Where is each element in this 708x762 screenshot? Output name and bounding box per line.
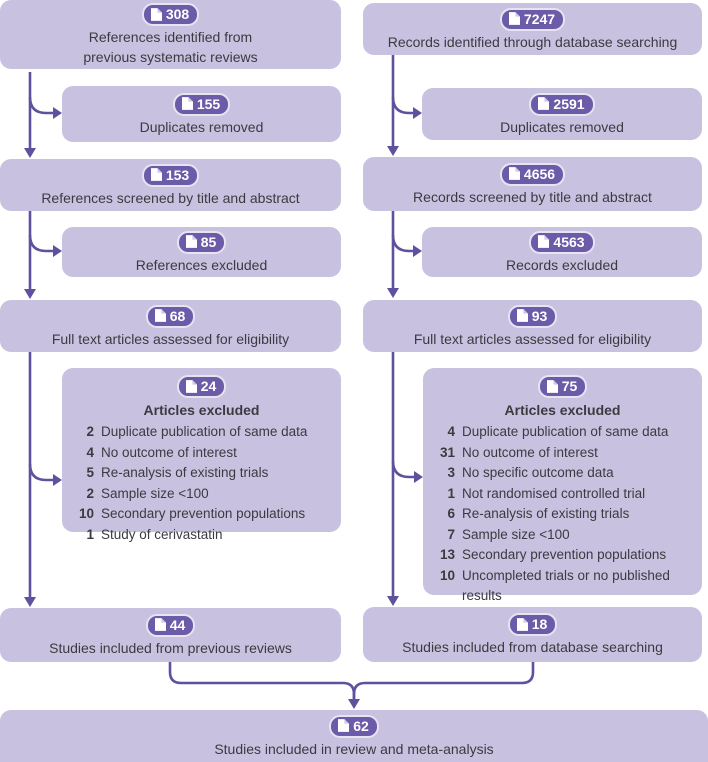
box-articles-excluded-left <box>62 368 341 542</box>
reason-text: Sample size <100 <box>101 485 209 501</box>
reason-count: 4 <box>447 424 455 439</box>
count-badge <box>177 231 227 254</box>
box-label: Full text articles assessed for eligibility <box>51 330 290 347</box>
reason-text: Secondary prevention populations <box>462 547 667 562</box>
box-fulltext-assessed-left <box>0 300 341 352</box>
count-badge <box>146 614 196 637</box>
excluded-reason-list <box>70 422 333 545</box>
box-articles-excluded-right <box>423 368 702 603</box>
count-value: 68 <box>169 307 186 324</box>
count-value: 75 <box>561 378 578 394</box>
box-label: Records identified through database searching <box>387 33 678 50</box>
count-badge <box>173 93 230 116</box>
reason-text: Study of cerivastatin <box>101 526 223 542</box>
excluded-title: Articles excluded <box>143 402 260 418</box>
reason-count: 3 <box>447 465 455 480</box>
count-badge <box>500 8 565 31</box>
box-duplicates-removed-right <box>422 88 702 140</box>
reason-text: No outcome of interest <box>101 444 237 460</box>
document-icon <box>186 235 197 248</box>
document-icon <box>155 618 166 631</box>
count-value: 308 <box>165 6 190 22</box>
count-badge <box>329 715 379 738</box>
count-badge <box>508 305 558 328</box>
reason-count: 2 <box>86 485 94 501</box>
reason-count: 5 <box>86 465 94 480</box>
reason-text: Re-analysis of existing trials <box>101 465 269 480</box>
reason-text: No specific outcome data <box>462 465 614 480</box>
document-icon <box>151 168 162 181</box>
box-label: Full text articles assessed for eligibility <box>413 330 652 347</box>
box-label: Studies included from previous reviews <box>49 639 292 656</box>
count-badge <box>508 613 558 636</box>
box-duplicates-removed-left <box>62 86 341 142</box>
reason-count: 1 <box>447 485 455 501</box>
count-badge <box>529 231 594 254</box>
count-value: 155 <box>196 95 221 112</box>
reason-text: Sample size <100 <box>462 526 570 542</box>
count-badge <box>177 375 227 398</box>
document-icon <box>517 309 528 322</box>
box-label: Records screened by title and abstract <box>413 188 652 205</box>
reason-count: 13 <box>439 547 455 562</box>
box-studies-included-left <box>0 608 341 662</box>
count-value: 24 <box>200 378 217 394</box>
box-references-excluded <box>62 227 341 277</box>
box-label: Duplicates removed <box>500 118 624 135</box>
count-value: 4656 <box>523 165 556 182</box>
count-badge <box>142 164 199 187</box>
box-label: Studies included from database searching <box>402 639 663 655</box>
document-icon <box>509 12 520 25</box>
box-label: References excluded <box>135 256 268 273</box>
box-label: Studies included in review and meta-analysis <box>214 740 494 757</box>
box-label: References screened by title and abstract <box>41 189 300 206</box>
count-value: 18 <box>531 616 548 632</box>
count-value: 2591 <box>553 95 585 112</box>
count-value: 4563 <box>553 233 585 250</box>
reason-text: Duplicate publication of same data <box>101 424 308 439</box>
count-value: 153 <box>165 166 190 183</box>
reason-text: Re-analysis of existing trials <box>462 506 630 521</box>
box-fulltext-assessed-right <box>363 300 702 352</box>
box-studies-included-final <box>0 710 708 762</box>
box-label: previous systematic reviews <box>83 49 258 65</box>
document-icon <box>338 719 349 732</box>
count-badge <box>142 3 199 26</box>
count-value: 44 <box>169 616 186 633</box>
box-records-excluded <box>422 227 702 277</box>
document-icon <box>517 618 528 631</box>
box-label: References identified from <box>88 29 253 45</box>
count-value: 62 <box>353 717 369 734</box>
box-references-identified <box>0 0 341 69</box>
reason-count: 10 <box>78 506 94 521</box>
box-label: Duplicates removed <box>139 118 264 135</box>
count-value: 7247 <box>523 10 556 27</box>
box-studies-included-right <box>363 607 702 662</box>
document-icon <box>547 380 558 393</box>
box-records-identified <box>363 3 702 55</box>
document-icon <box>151 8 162 21</box>
count-badge <box>538 375 588 398</box>
count-badge <box>500 163 565 186</box>
reason-count: 6 <box>447 506 455 521</box>
box-records-screened <box>363 157 702 211</box>
box-label: Records excluded <box>505 256 619 273</box>
document-icon <box>155 309 166 322</box>
box-references-screened <box>0 159 341 211</box>
document-icon <box>186 380 197 393</box>
count-badge <box>146 305 196 328</box>
reason-text: Duplicate publication of same data <box>462 424 669 439</box>
count-value: 85 <box>200 233 217 250</box>
count-badge <box>529 93 594 116</box>
count-value: 93 <box>531 307 548 324</box>
document-icon <box>538 97 549 110</box>
document-icon <box>182 97 193 110</box>
excluded-reason-list <box>431 422 694 607</box>
reason-text: No outcome of interest <box>462 444 598 460</box>
reason-count: 1 <box>86 526 94 542</box>
reason-count: 31 <box>439 444 455 460</box>
reason-count: 10 <box>439 567 455 583</box>
reason-text: Secondary prevention populations <box>101 506 306 521</box>
reason-count: 7 <box>447 526 455 542</box>
reason-count: 2 <box>86 424 94 439</box>
reason-text: Uncompleted trials or no published results <box>462 567 670 603</box>
reason-count: 4 <box>86 444 94 460</box>
document-icon <box>509 167 520 180</box>
document-icon <box>538 235 549 248</box>
excluded-title: Articles excluded <box>504 402 621 418</box>
reason-text: Not randomised controlled trial <box>462 485 646 501</box>
